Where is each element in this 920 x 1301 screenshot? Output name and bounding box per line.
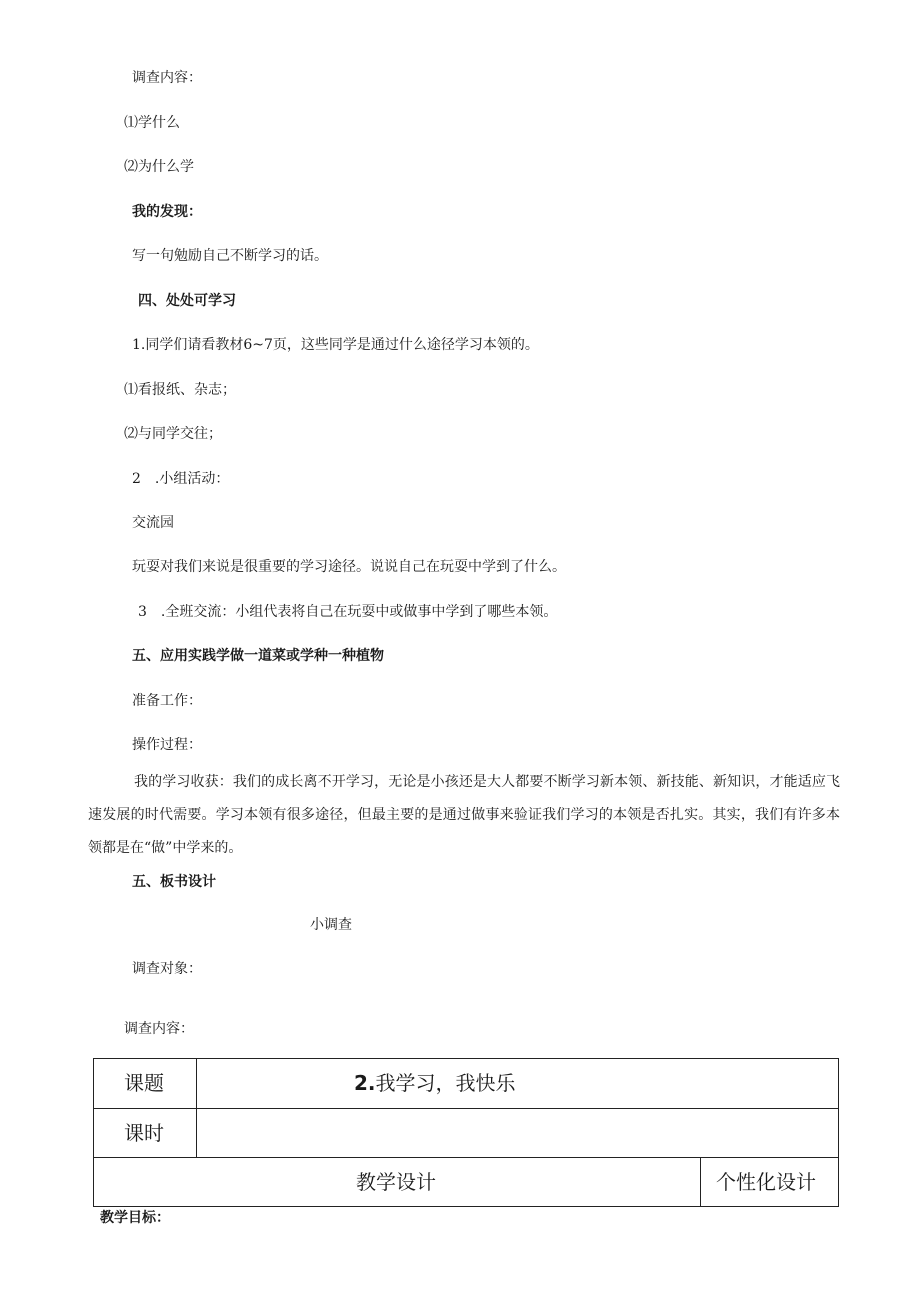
my-discovery-heading: 我的发现： — [132, 204, 202, 220]
paragraph: 写一句勉励自己不断学习的话。 — [132, 248, 328, 264]
paragraph: 准备工作： — [132, 693, 202, 709]
table-label-period: 课时 — [124, 1121, 164, 1145]
paragraph: 调查内容： — [124, 1021, 194, 1037]
paragraph: 1.同学们请看教材6~7页，这些同学是通过什么途径学习本领的。 — [132, 337, 539, 353]
paragraph: 操作过程： — [132, 737, 202, 753]
paragraph: 交流园 — [132, 515, 174, 531]
board-title: 小调查 — [310, 917, 352, 933]
paragraph: 调查对象： — [132, 961, 202, 977]
section-heading-board: 五、板书设计 — [132, 874, 216, 890]
list-item: ⑴看报纸、杂志； — [124, 382, 236, 398]
teaching-goals-heading: 教学目标： — [100, 1210, 170, 1226]
table-title-text: 我学习，我快乐 — [375, 1071, 516, 1095]
table-label-topic: 课题 — [124, 1071, 164, 1095]
section-heading-5: 五、应用实践学做一道菜或学种一种植物 — [132, 648, 384, 664]
paragraph: 3 .全班交流：小组代表将自己在玩耍中或做事中学到了哪些本领。 — [138, 604, 558, 620]
paragraph: 玩耍对我们来说是很重要的学习途径。说说自己在玩耍中学到了什么。 — [132, 559, 566, 575]
survey-content-label: 调查内容： — [132, 70, 202, 86]
table-title-number: 2. — [354, 1071, 376, 1095]
list-item: ⑴学什么 — [124, 115, 180, 131]
table-value-topic — [354, 1071, 516, 1095]
section-heading-4: 四、处处可学习 — [138, 293, 236, 309]
paragraph: 2 .小组活动： — [132, 471, 230, 487]
list-item: ⑵为什么学 — [124, 159, 194, 175]
learning-harvest-paragraph: 我的学习收获：我们的成长离不开学习，无论是小孩还是大人都要不断学习新本领、新技能、新知识，才能适应飞速发展的时代需要。学习本领有很多途径，但最主要的是通过做事来验证我们学习的本领是否扎实。其实，我们有许多本领都是在“做”中学来的。 — [88, 774, 840, 856]
list-item: ⑵与同学交往； — [124, 426, 222, 442]
table-header-design: 教学设计 — [356, 1170, 436, 1194]
lesson-table — [93, 1058, 839, 1207]
table-header-personal: 个性化设计 — [716, 1170, 816, 1194]
